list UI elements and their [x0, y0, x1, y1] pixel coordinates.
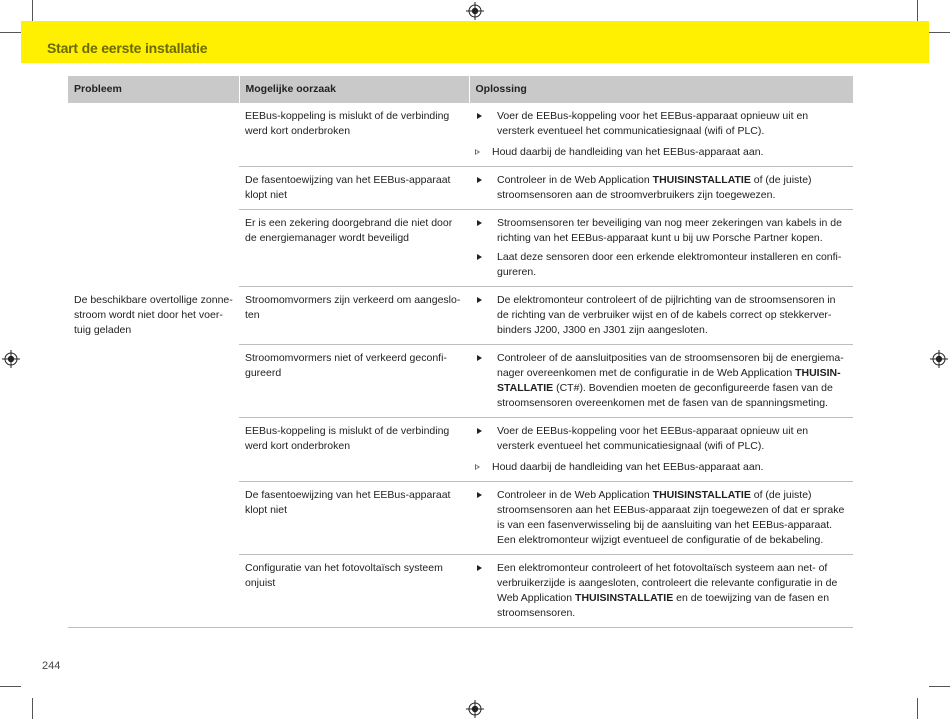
- registration-mark-icon: [930, 350, 948, 368]
- solution-subnote: [475, 460, 847, 475]
- solution-text-part: De elektromonteur controleert of de pijlrichting van de stroomsensoren in de richting van de verbruiker wijst en of de kabels correct op stekkerverbinders J200, J300 en J301 zijn aangesloten.: [497, 294, 836, 336]
- solution-bullet: [475, 488, 847, 548]
- solution-text-part: Stroomsensoren ter beveiliging van nog meer zekeringen van kabels in de richting van het EEBus-apparaat kunt u bij uw Porsche Partner kopen.: [497, 217, 842, 244]
- solution-text: [497, 294, 836, 336]
- solution-text: [497, 174, 812, 201]
- solution-text-part: (CT#). Bovendien moeten de geconfigureerde fasen van de stroomsensoren overeenkomen met de fasen van de spanningsmeting.: [497, 382, 833, 409]
- solution-text-part: Een elektromonteur controleert of het fotovoltaïsch systeem aan net- of verbruikerzijde is aangesloten, controleert die relevante configuratie in de Web Application: [497, 562, 838, 604]
- table-row: [68, 103, 853, 167]
- bullet-arrow-icon: [477, 220, 482, 226]
- solution-text-part: Controleer in de Web Application: [497, 174, 653, 186]
- crop-mark: [917, 698, 918, 719]
- page-number: 244: [42, 660, 61, 672]
- crop-mark: [0, 32, 21, 33]
- crop-mark: [32, 0, 33, 21]
- crop-mark: [0, 686, 21, 687]
- crop-mark: [929, 32, 950, 33]
- page-title: Start de eerste installatie: [47, 40, 208, 56]
- solution-text-part: Voer de EEBus-koppeling voor het EEBus-apparaat opnieuw uit en versterk eventueel het communicatiesignaal (wifi of PLC).: [497, 425, 809, 452]
- column-header-cause: Mogelijke oorzaak: [239, 76, 469, 103]
- solution-cell: [469, 345, 853, 418]
- bullet-arrow-icon: [477, 565, 482, 571]
- solution-cell: [469, 418, 853, 482]
- bullet-arrow-icon: [477, 428, 482, 434]
- solution-text-part: Controleer of de aansluitposities van de stroomsensoren bij de energiemanager overeenkomen met de configuratie in de Web Application: [497, 352, 844, 379]
- solution-text-part: en de toewijzing van de fasen en stroomsensoren.: [497, 592, 830, 619]
- cause-cell: De fasentoewijzing van het EEBus-apparaat klopt niet: [239, 167, 469, 210]
- solution-cell: [469, 210, 853, 287]
- solution-text-part: Controleer in de Web Application: [497, 489, 653, 501]
- solution-text: [497, 352, 844, 409]
- solution-bullet: [475, 351, 847, 411]
- cause-cell: EEBus-koppeling is mislukt of de verbinding werd kort onderbroken: [239, 418, 469, 482]
- solution-bullet: [475, 173, 847, 203]
- cause-cell: EEBus-koppeling is mislukt of de verbinding werd kort onderbroken: [239, 103, 469, 167]
- solution-bullet: [475, 216, 847, 246]
- crop-mark: [929, 686, 950, 687]
- solution-cell: [469, 482, 853, 555]
- solution-bullet: [475, 293, 847, 338]
- crop-mark: [917, 0, 918, 21]
- solution-text-part: Voer de EEBus-koppeling voor het EEBus-apparaat opnieuw uit en versterk eventueel het communicatiesignaal (wifi of PLC).: [497, 110, 809, 137]
- app-name-emphasis: THUISINSTALLATIE: [575, 592, 674, 604]
- solution-text: [497, 562, 837, 619]
- table-header-row: [68, 76, 853, 103]
- solution-bullet: [475, 561, 847, 621]
- cause-cell: Er is een zekering doorgebrand die niet door de energiemanager wordt beveiligd: [239, 210, 469, 287]
- bullet-arrow-icon: [477, 297, 482, 303]
- sub-arrow-icon: [475, 464, 480, 470]
- app-name-emphasis: THUISINSTALLATIE: [652, 489, 751, 501]
- solution-text: [492, 461, 763, 473]
- solution-text: [497, 110, 808, 137]
- solution-text: [492, 146, 763, 158]
- cause-cell: Configuratie van het fotovoltaïsch systeem onjuist: [239, 555, 469, 628]
- table-body: [68, 103, 853, 628]
- table-row: [68, 287, 853, 345]
- solution-text: [497, 251, 841, 278]
- bullet-arrow-icon: [477, 254, 482, 260]
- bullet-arrow-icon: [477, 177, 482, 183]
- solution-bullet: [475, 109, 847, 139]
- solution-cell: [469, 167, 853, 210]
- solution-bullet: [475, 424, 847, 454]
- bullet-arrow-icon: [477, 113, 482, 119]
- column-header-solution: Oplossing: [469, 76, 853, 103]
- crop-mark: [32, 698, 33, 719]
- cause-cell: Stroomomvormers niet of verkeerd geconfigureerd: [239, 345, 469, 418]
- solution-cell: [469, 555, 853, 628]
- solution-text: [497, 489, 844, 546]
- bullet-arrow-icon: [477, 355, 482, 361]
- solution-text-part: Houd daarbij de handleiding van het EEBus-apparaat aan.: [492, 146, 764, 158]
- troubleshooting-table: [68, 76, 853, 628]
- solution-text-part: Houd daarbij de handleiding van het EEBus-apparaat aan.: [492, 461, 764, 473]
- problem-cell: [68, 103, 239, 287]
- registration-mark-icon: [2, 350, 20, 368]
- header-band: [21, 21, 929, 63]
- registration-mark-icon: [466, 700, 484, 718]
- app-name-emphasis: THUISINSTALLATIE: [652, 174, 751, 186]
- solution-subnote: [475, 145, 847, 160]
- solution-cell: [469, 287, 853, 345]
- bullet-arrow-icon: [477, 492, 482, 498]
- cause-cell: Stroomomvormers zijn verkeerd om aangesloten: [239, 287, 469, 345]
- solution-text-part: of (de juiste) stroomsensoren aan het EEBus-apparaat zijn toegewezen of dat er sprake is van een fasenverwisseling bij de aansluiting van het EEBus-apparaat. Een elektromonteur wijzigt eventueel de configuratie of de bekabeling.: [497, 489, 845, 546]
- solution-text-part: Laat deze sensoren door een erkende elektromonteur installeren en configureren.: [497, 251, 842, 278]
- solution-bullet: [475, 250, 847, 280]
- sub-arrow-icon: [475, 149, 480, 155]
- app-name-emphasis: THUISINSTALLATIE: [497, 367, 841, 394]
- cause-cell: De fasentoewijzing van het EEBus-apparaat klopt niet: [239, 482, 469, 555]
- solution-text: [497, 217, 842, 244]
- solution-cell: [469, 103, 853, 167]
- solution-text: [497, 425, 808, 452]
- solution-text-part: of (de juiste) stroomsensoren aan de stroomverbruikers zijn toegewezen.: [497, 174, 812, 201]
- registration-mark-icon: [466, 2, 484, 20]
- column-header-problem: Probleem: [68, 76, 239, 103]
- problem-cell: De beschikbare overtollige zonnestroom wordt niet door het voertuig geladen: [68, 287, 239, 628]
